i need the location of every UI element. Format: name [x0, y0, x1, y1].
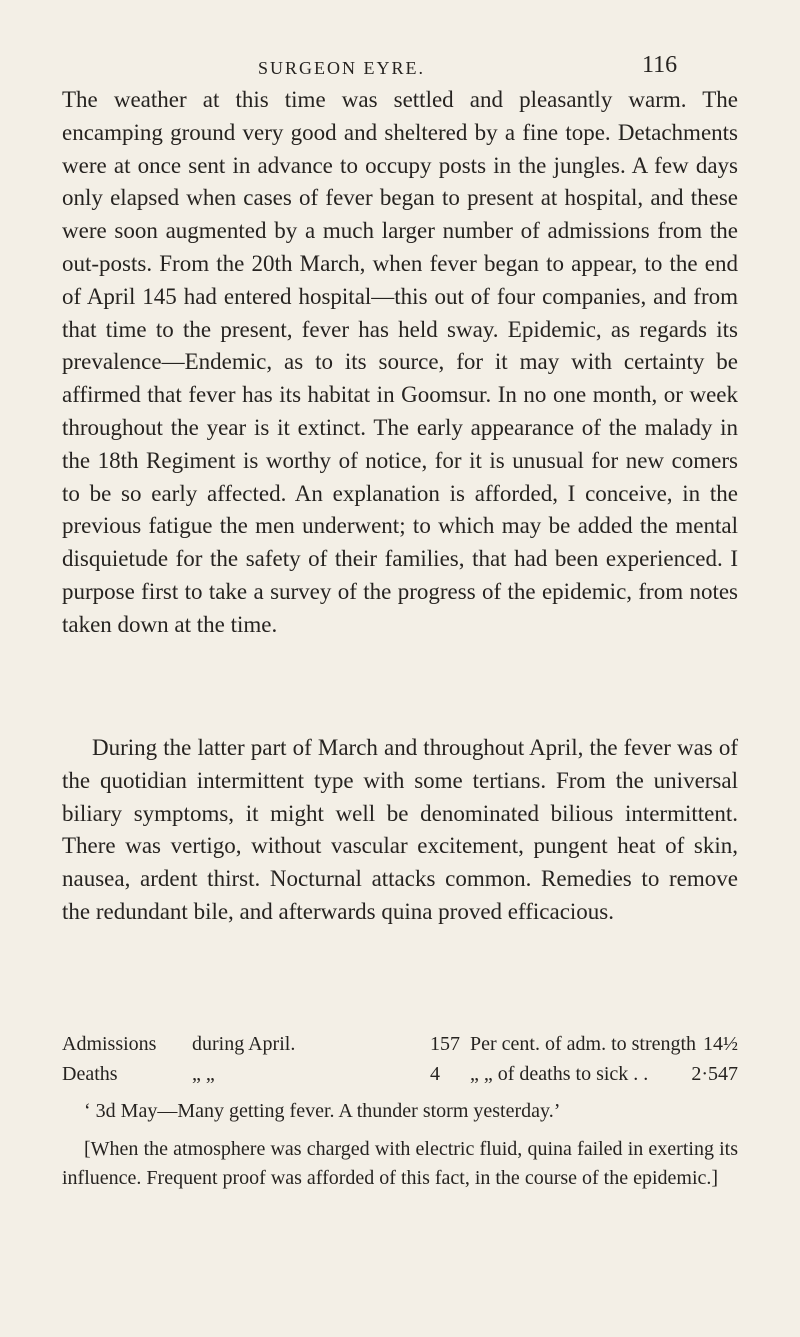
- running-title: SURGEON EYRE.: [258, 58, 426, 78]
- diary-quote: ‘ 3d May—Many getting fever. A thunder storm yesterday.’: [84, 1100, 561, 1122]
- stats-value: 2·547: [691, 1063, 738, 1085]
- page-number: 116: [642, 52, 678, 78]
- stats-text: Per cent. of adm. to strength: [470, 1033, 697, 1055]
- stats-number: 157: [430, 1033, 460, 1055]
- body-paragraph-1: The weather at this time was settled and pleasantly warm. The encamping ground very good and sheltered by a fine tope. Detachments were at once sent in advance to occupy posts in the jungles. A few days only elapsed when cases of fever began to present at hospital, and these were soon augmented by a much larger number of admissions from the out-posts. From the 20th March, when fever began to appear, to the end of April 145 had entered hospital—this out of four companies, and from that time to the present, fever has held sway. Epidemic, as regards its prevalence—Endemic, as to its source, for it may with certainty be affirmed that fever has its habitat in Goomsur. In no one month, or week throughout the year is it extinct. The early appearance of the malady in the 18th Regiment is worthy of notice, for it is unusual for new comers to be so early affected. An explanation is afforded, I conceive, in the previous fatigue the men underwent; to which may be added the mental disquietude for the safety of their families, that had been experienced. I purpose first to take a survey of the progress of the epidemic, from notes taken down at the time.: [62, 87, 738, 637]
- body-paragraph-2: During the latter part of March and throughout April, the fever was of the quotidian intermittent type with some tertians. From the universal biliary symptoms, it might well be denominated bilious intermittent. There was vertigo, without vascular excitement, pungent heat of skin, nausea, ardent thirst. Nocturnal attacks common. Remedies to remove the redundant bile, and afterwards quina proved efficacious.: [62, 735, 738, 924]
- stats-period: during April.: [192, 1033, 296, 1055]
- bracketed-note: [When the atmosphere was charged with electric fluid, quina failed in exerting its influence. Frequent proof was afforded of this fact, in the course of the epidemic.]: [62, 1138, 738, 1189]
- running-head: [0, 38, 800, 78]
- stats-row-admissions: [62, 1029, 738, 1059]
- stats-label: Deaths: [62, 1063, 118, 1085]
- stats-value: 14½: [703, 1033, 738, 1055]
- stats-period: „ „: [192, 1063, 215, 1085]
- stats-label: Admissions: [62, 1033, 157, 1055]
- stats-text: „ „ of deaths to sick . .: [470, 1063, 649, 1085]
- stats-row-deaths: [62, 1059, 738, 1089]
- stats-number: 4: [430, 1063, 440, 1085]
